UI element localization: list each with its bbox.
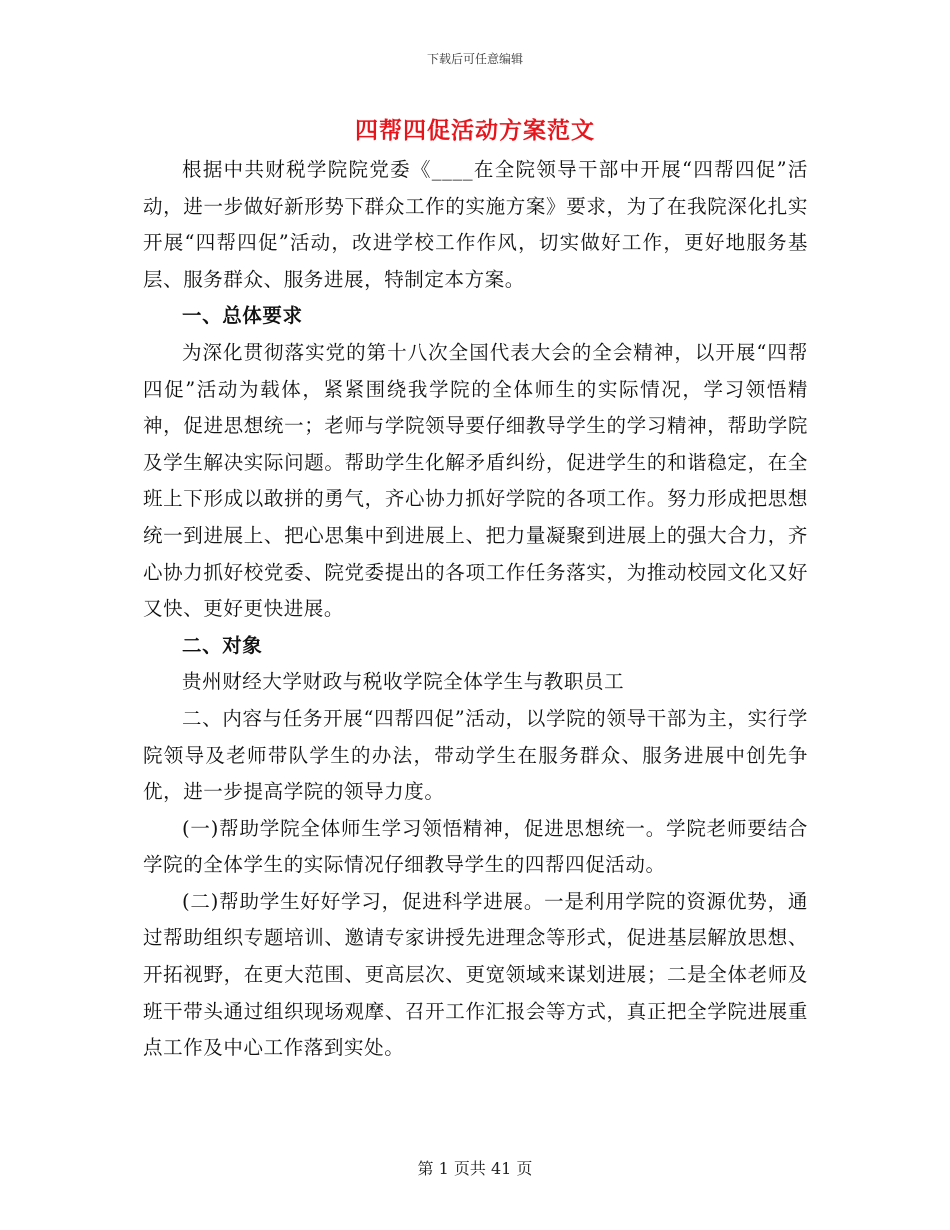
page-header-note: 下载后可任意编辑 [426, 52, 523, 66]
item-two-paragraph: (二)帮助学生好好学习，促进科学进展。一是利用学院的资源优势，通过帮助组织专题培训、邀请专家讲授先进理念等形式，促进基层解放思想、开拓视野，在更大范围、更高层次、更宽领域来谋划进展；二是全体老师及班干带头通过组织现场观摩、召开工作汇报会等方式，真正把全学院进展重点工作及中心工作落到实处。 [143, 889, 808, 1060]
general-requirements-paragraph: 为深化贯彻落实党的第十八次全国代表大会的全会精神，以开展“四帮四促”活动为载体，紧紧围绕我学院的全体师生的实际情况，学习领悟精神，促进思想统一；老师与学院领导要仔细教导学生的学习精神，帮助学院及学生解决实际问题。帮助学生化解矛盾纠纷，促进学生的和谐稳定，在全班上下形成以敢拼的勇气，齐心协力抓好学院的各项工作。努力形成把思想统一到进展上、把心思集中到进展上、把力量凝聚到进展上的强大合力，齐心协力抓好校党委、院党委提出的各项工作任务落实，为推动校园文化又好又快、更好更快进展。 [143, 340, 808, 621]
item-one-paragraph: (一)帮助学院全体师生学习领悟精神，促进思想统一。学院老师要结合学院的全体学生的实际情况仔细教导学生的四帮四促活动。 [143, 816, 808, 877]
document-title: 四帮四促活动方案范文 [355, 117, 595, 144]
content-tasks-paragraph: 二、内容与任务开展“四帮四促”活动，以学院的领导干部为主，实行学院领导及老师带队学生的办法，带动学生在服务群众、服务进展中创先争优，进一步提高学院的领导力度。 [143, 706, 808, 804]
page-number-footer: 第 1 页共 41 页 [417, 1159, 533, 1178]
section-heading-general-requirements: 一、总体要求 [182, 304, 303, 328]
target-paragraph: 贵州财经大学财政与税收学院全体学生与教职员工 [182, 670, 625, 694]
section-heading-target: 二、对象 [182, 633, 263, 657]
document-body [143, 152, 808, 1067]
intro-paragraph: 根据中共财税学院院党委《____在全院领导干部中开展“四帮四促”活动，进一步做好新形势下群众工作的实施方案》要求，为了在我院深化扎实开展“四帮四促”活动，改进学校工作作风，切实做好工作，更好地服务基层、服务群众、服务进展，特制定本方案。 [143, 158, 808, 291]
